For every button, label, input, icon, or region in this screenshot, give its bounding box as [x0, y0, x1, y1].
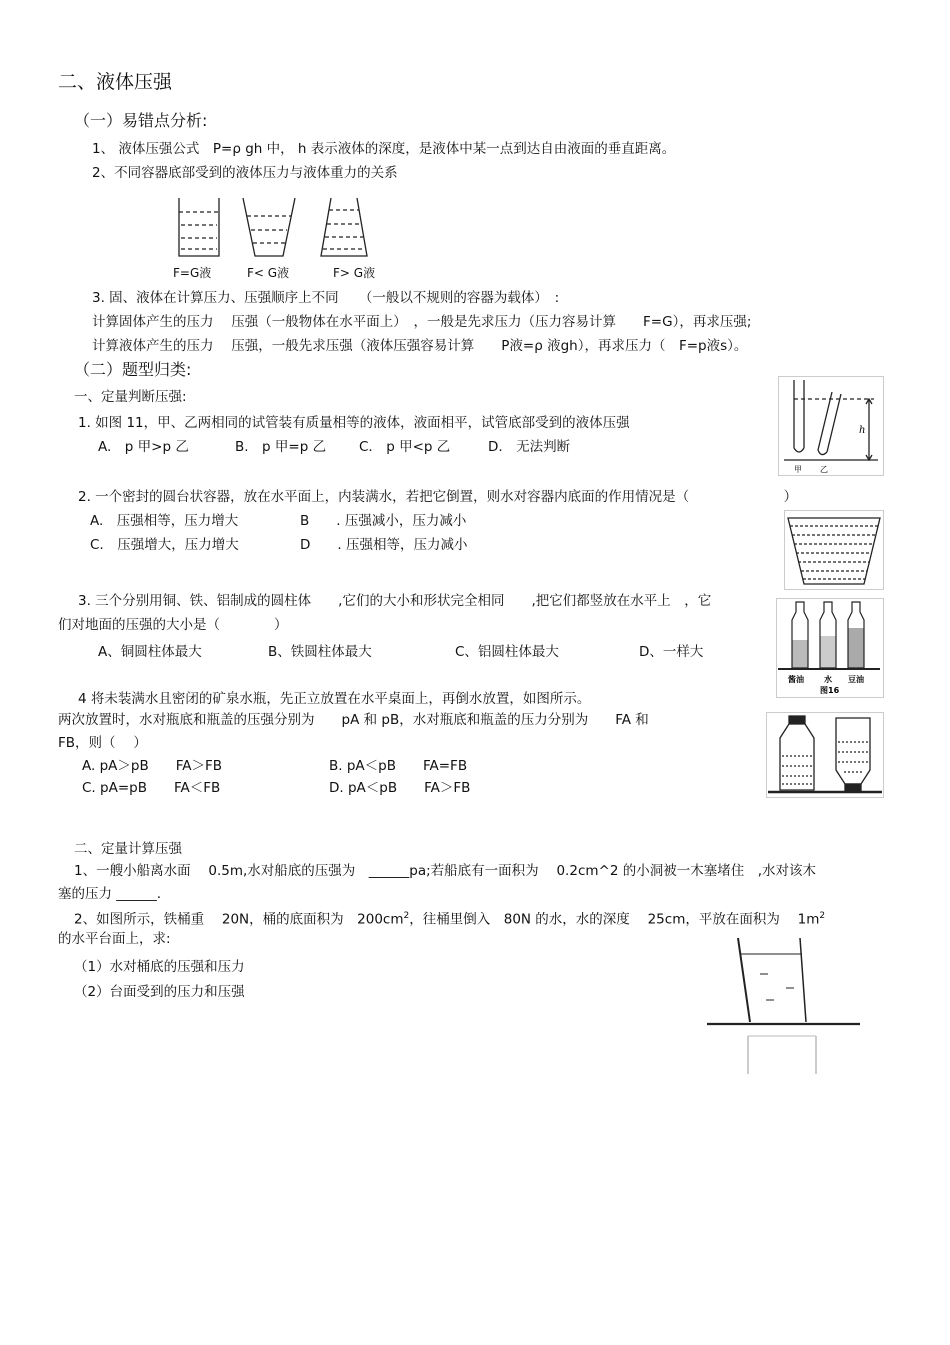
section-title: 二、液体压强 [58, 71, 173, 93]
q3-stem-line2: 们对地面的压强的大小是（ ） [58, 617, 288, 633]
q1-option-b: B. p 甲=p 乙 [235, 439, 327, 455]
part1-item3-line2: 计算固体产生的压力 压强（一般物体在水平面上） ，一般是先求压力（压力容易计算 F=G），再求压强; [92, 314, 752, 330]
q1-option-d: D. 无法判断 [488, 439, 571, 455]
q2-option-b: B . 压强减小，压力减小 [300, 513, 467, 529]
q4-option-c: C. pA=pB FA＜FB [82, 780, 221, 796]
calc2-part1: （1）水对桶底的压强和压力 [74, 959, 245, 975]
q1-stem: 1. 如图 11，甲、乙两相同的试管装有质量相等的液体，液面相平，试管底部受到的液体压强 [78, 415, 630, 431]
calc2-superscript-1: 2 [403, 911, 410, 921]
calc2-part2: （2）台面受到的压力和压强 [74, 984, 245, 1000]
q2-option-a: A. 压强相等，压力增大 [90, 513, 239, 529]
container-label-2: F< G液 [247, 266, 290, 280]
q1-fig-jia-label: 甲 [794, 465, 802, 474]
q4-stem-line3: FB，则（ ） [58, 735, 147, 751]
calc2-superscript-2: 2 [819, 911, 826, 921]
q1-option-c: C. p 甲<p 乙 [359, 439, 451, 455]
q4-stem-line1: 4 将未装满水且密闭的矿泉水瓶，先正立放置在水平桌面上，再倒水放置，如图所示。 [78, 691, 591, 707]
q1-option-a: A. p 甲>p 乙 [98, 439, 189, 455]
q2-option-d: D . 压强相等，压力减小 [300, 537, 468, 553]
part2-heading: （二）题型归类: [74, 360, 192, 379]
container-label-1: F=G液 [173, 266, 212, 280]
part1-item3-line3: 计算液体产生的压力 压强，一般先求压强（液体压强容易计算 P液=ρ 液gh），再求压力（ F=p液s）。 [92, 338, 748, 354]
q3-option-a: A、铜圆柱体最大 [98, 644, 202, 660]
calc1-line1: 1、一艘小船离水面 0.5m,水对船底的压强为 ______pa;若船底有一面积为 0.2cm^2 的小洞被一木塞堵住 ,水对该木 [74, 863, 816, 879]
bucket-on-table-figure [704, 932, 864, 1077]
q2-stem: 2. 一个密封的圆台状容器，放在水平面上，内装满水，若把它倒置，则水对容器内底面的作用情况是（ ） [78, 489, 798, 505]
calc2-line1-part-a: 2、如图所示，铁桶重 20N，桶的底面积为 200cm [74, 911, 404, 928]
q4-option-b: B. pA＜pB FA=FB [329, 758, 468, 774]
q3-stem-line1: 3. 三个分别用铜、铁、铝制成的圆柱体 ,它们的大小和形状完全相同 ,把它们都竖放在水平上 ，它 [78, 593, 712, 609]
part1-item2: 2、不同容器底部受到的液体压力与液体重力的关系 [92, 165, 398, 181]
containers-figure [165, 192, 395, 262]
q3-option-c: C、铝圆柱体最大 [455, 644, 559, 660]
part2-sub2: 二、定量计算压强 [74, 841, 182, 857]
q4-option-a: A. pA＞pB FA＞FB [82, 758, 223, 774]
q1-fig-yi-label: 乙 [820, 465, 828, 474]
calc2-line2: 的水平台面上，求: [58, 931, 171, 947]
q3-fig-label-water: 水 [824, 675, 832, 684]
q3-option-d: D、一样大 [639, 644, 704, 660]
q3-option-b: B、铁圆柱体最大 [268, 644, 372, 660]
q4-water-bottles-figure [766, 712, 884, 798]
part1-item1: 1、 液体压强公式 P=ρ gh 中， h 表示液体的深度，是液体中某一点到达自由液面的垂直距离。 [92, 141, 676, 157]
q4-stem-line2: 两次放置时，水对瓶底和瓶盖的压强分别为 pA 和 pB，水对瓶底和瓶盖的压力分别为 FA 和 [58, 712, 649, 728]
q1-test-tubes-figure [778, 376, 884, 476]
calc2-line1-part-b: ，往桶里倒入 80N 的水，水的深度 25cm，平放在面积为 1m [409, 911, 820, 928]
q2-option-c: C. 压强增大，压力增大 [90, 537, 239, 553]
q3-fig-caption: 图16 [820, 686, 840, 695]
q2-frustum-figure [784, 510, 884, 590]
part1-heading: （一）易错点分析: [74, 111, 208, 130]
q4-option-d: D. pA＜pB FA＞FB [329, 780, 471, 796]
q3-fig-label-soy: 酱油 [788, 675, 804, 684]
calc1-line2: 塞的压力 ______. [58, 886, 162, 902]
q3-fig-label-oil: 豆油 [848, 675, 864, 684]
container-label-3: F> G液 [333, 266, 376, 280]
part1-item3-line1: 3. 固、液体在计算压力、压强顺序上不同 （一般以不规则的容器为载体） : [92, 290, 560, 306]
q1-fig-h-label: h [859, 425, 866, 436]
q3-bottles-figure [776, 598, 884, 698]
calc2-line1 [74, 907, 825, 929]
part2-sub1: 一、定量判断压强: [74, 389, 187, 405]
